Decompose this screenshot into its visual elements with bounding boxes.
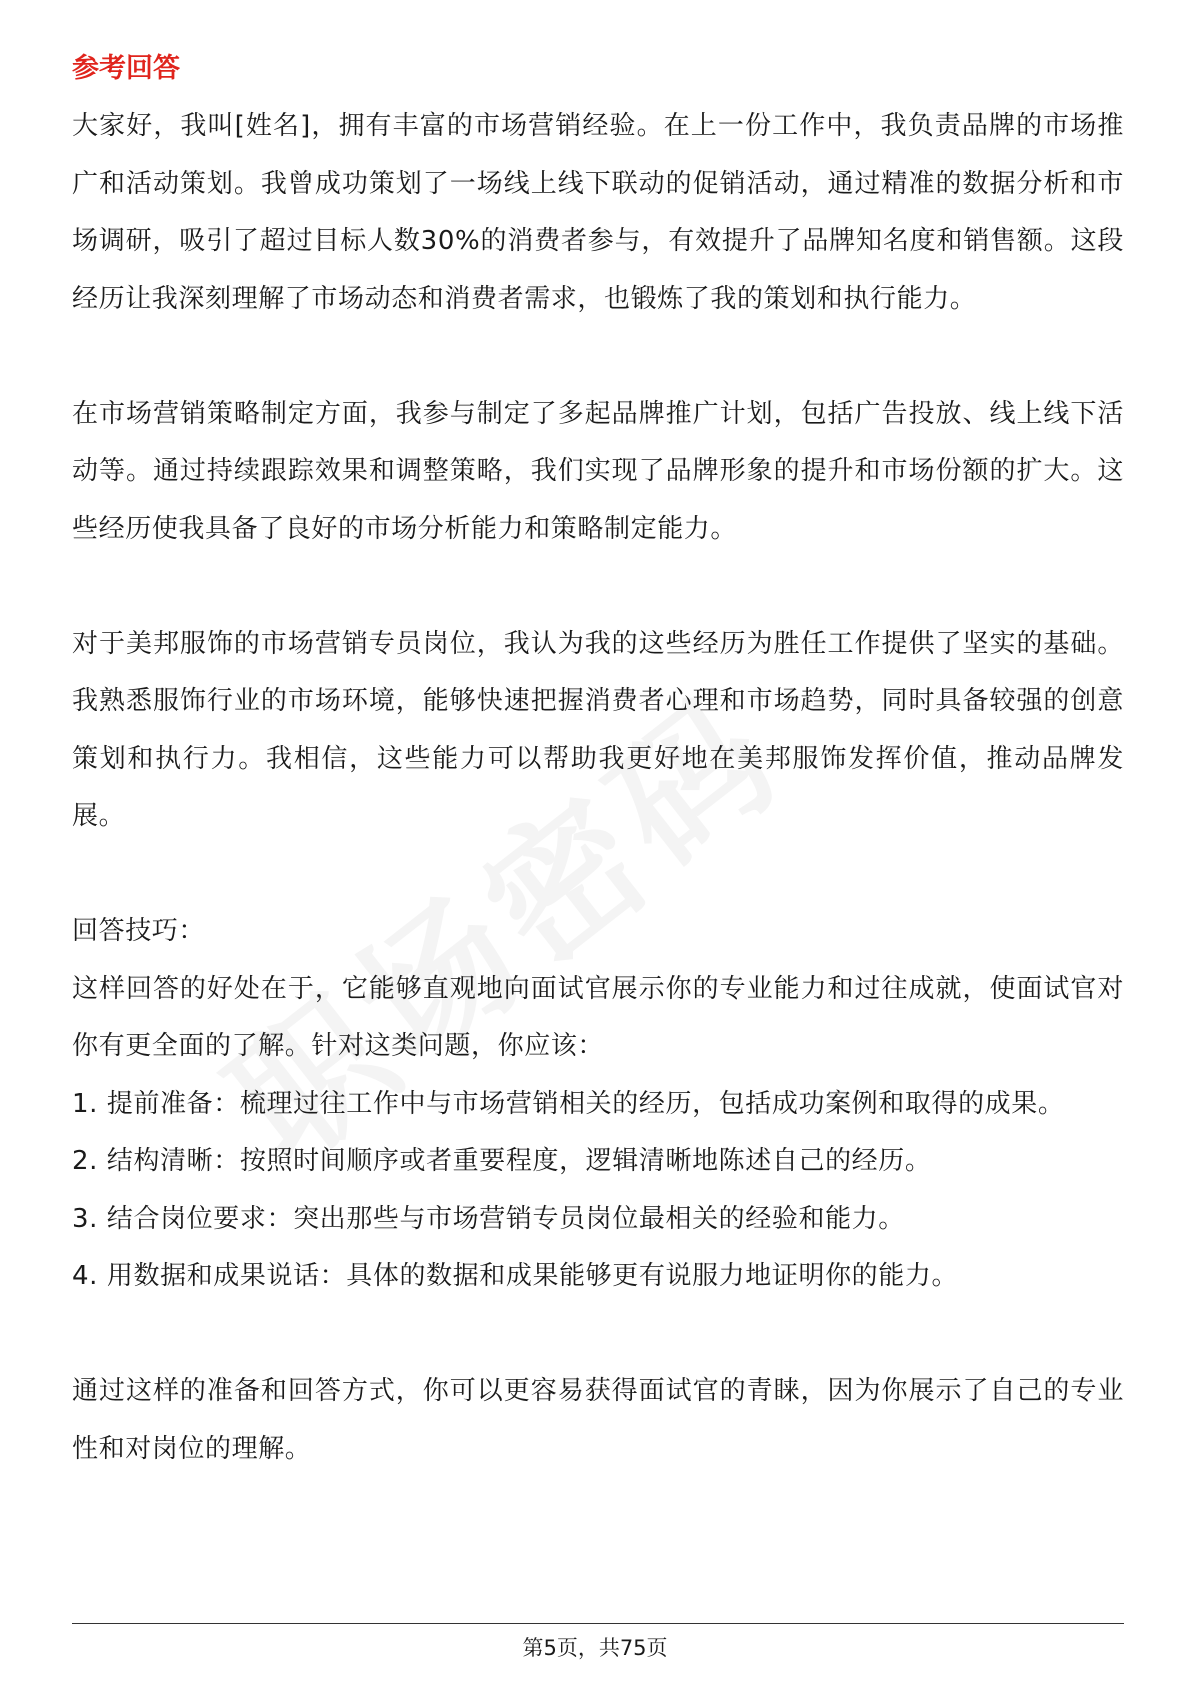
tips-item-4: 4. 用数据和成果说话：具体的数据和成果能够更有说服力地证明你的能力。 bbox=[72, 1261, 959, 1291]
spacer bbox=[72, 1306, 1124, 1364]
page-content bbox=[72, 40, 1124, 1478]
spacer bbox=[72, 846, 1124, 904]
answer-paragraph-3: 对于美邦服饰的市场营销专员岗位，我认为我的这些经历为胜任工作提供了坚实的基础。我熟悉服饰行业的市场环境，能够快速把握消费者心理和市场趋势，同时具备较强的创意策划和执行力。我相信，这些能力可以帮助我更好地在美邦服饰发挥价值，推动品牌发展。 bbox=[72, 628, 1124, 831]
closing-paragraph: 通过这样的准备和回答方式，你可以更容易获得面试官的青睐，因为你展示了自己的专业性和对岗位的理解。 bbox=[72, 1376, 1124, 1464]
tips-item-2: 2. 结构清晰：按照时间顺序或者重要程度，逻辑清晰地陈述自己的经历。 bbox=[72, 1146, 932, 1176]
tips-item-3: 3. 结合岗位要求：突出那些与市场营销专员岗位最相关的经验和能力。 bbox=[72, 1203, 905, 1234]
footer-divider bbox=[72, 1623, 1124, 1624]
answer-paragraph-1: 大家好，我叫[姓名]，拥有丰富的市场营销经验。在上一份工作中，我负责品牌的市场推广和活动策划。我曾成功策划了一场线上线下联动的促销活动，通过精准的数据分析和市场调研，吸引了超过目标人数30%的消费者参与，有效提升了品牌知名度和销售额。这段经历让我深刻理解了市场动态和消费者需求，也锻炼了我的策划和执行能力。 bbox=[72, 111, 1124, 314]
tips-heading: 回答技巧： bbox=[72, 916, 206, 946]
section-title: 参考回答 bbox=[72, 53, 180, 84]
answer-paragraph-2: 在市场营销策略制定方面，我参与制定了多起品牌推广计划，包括广告投放、线上线下活动等。通过持续跟踪效果和调整策略，我们实现了品牌形象的提升和市场份额的扩大。这些经历使我具备了良好的市场分析能力和策略制定能力。 bbox=[72, 398, 1124, 544]
tips-intro: 这样回答的好处在于，它能够直观地向面试官展示你的专业能力和过往成就，使面试官对你有更全面的了解。针对这类问题，你应该： bbox=[72, 973, 1124, 1061]
page-number: 第5页，共75页 bbox=[522, 1636, 668, 1660]
spacer bbox=[72, 328, 1124, 386]
spacer bbox=[72, 558, 1124, 616]
tips-item-1: 1. 提前准备：梳理过往工作中与市场营销相关的经历，包括成功案例和取得的成果。 bbox=[72, 1088, 1065, 1119]
